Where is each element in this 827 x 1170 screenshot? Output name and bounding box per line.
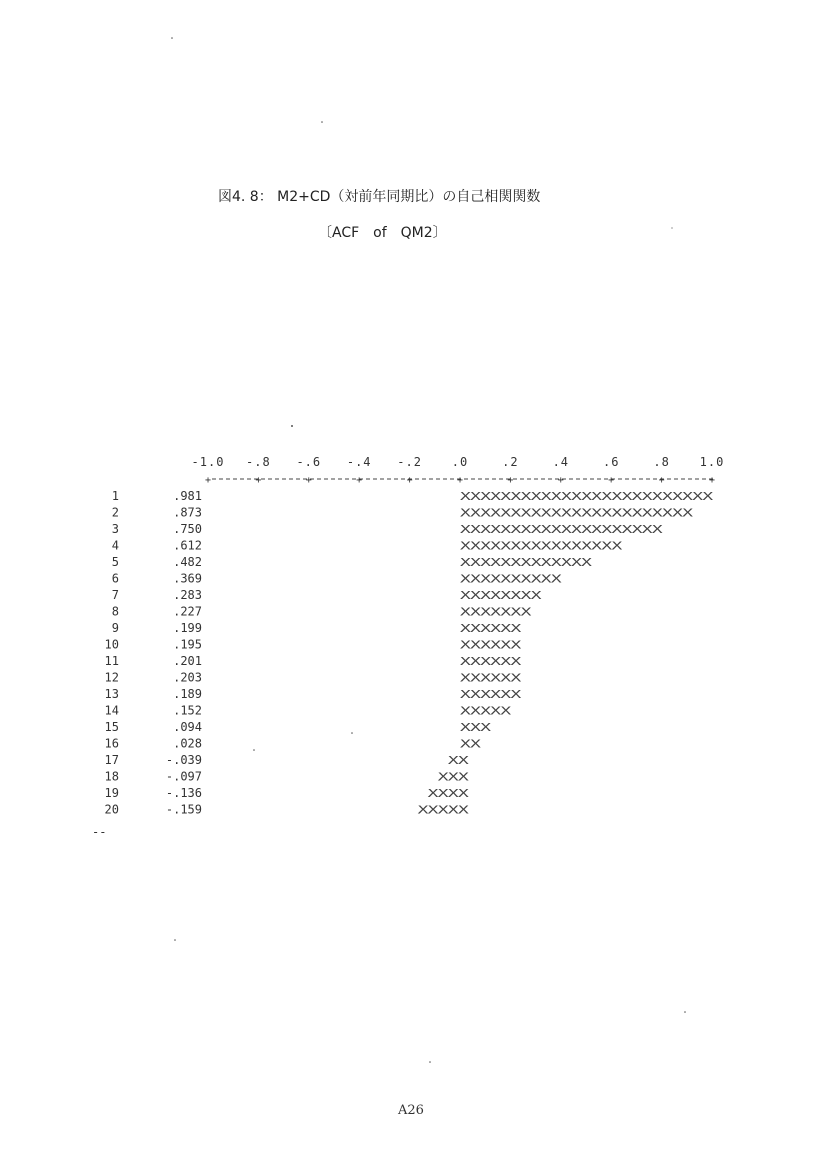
- axis-tick-label: -1.0: [191, 455, 225, 469]
- acf-bar: XXXXX: [417, 803, 470, 817]
- axis-tick-marks: [205, 475, 715, 486]
- acf-value-label: .152: [173, 703, 202, 718]
- axis-tick-label: -.2: [397, 455, 422, 469]
- lag-label: 7: [111, 588, 119, 602]
- acf-value-label: .199: [173, 621, 202, 635]
- acf-row: [112, 572, 562, 586]
- axis-tick-mark: +: [456, 475, 464, 486]
- acf-row: [112, 539, 623, 553]
- acf-value-label: .195: [173, 637, 202, 652]
- acf-bar: XXX: [460, 721, 492, 734]
- axis-tick-labels: [192, 455, 725, 469]
- acf-value-label: .482: [173, 555, 202, 569]
- axis-tick-label: .0: [451, 455, 469, 469]
- lag-label: 11: [104, 654, 119, 668]
- axis-tick-mark: +: [557, 475, 564, 486]
- acf-row: [112, 489, 714, 503]
- acf-value-label: .201: [173, 654, 202, 668]
- acf-bar: XXXXXX: [460, 622, 522, 635]
- acf-value-label: .873: [173, 505, 202, 520]
- acf-value-label: -.136: [165, 786, 202, 800]
- axis-tick-label: .8: [653, 455, 670, 469]
- axis-tick-mark: +: [305, 475, 312, 486]
- axis-tick-label: -.4: [346, 455, 372, 469]
- scan-speck: [429, 1061, 431, 1063]
- lag-label: 6: [111, 571, 119, 586]
- lag-label: 1: [111, 489, 119, 503]
- acf-row: [105, 770, 470, 784]
- lag-label: 9: [111, 621, 119, 635]
- axis-tick-mark: +: [658, 475, 665, 486]
- acf-bar: XXXXXX: [460, 655, 522, 668]
- lag-label: 17: [104, 753, 119, 767]
- acf-row: [105, 803, 470, 817]
- scan-speck: [321, 121, 323, 123]
- scan-speck: [171, 37, 173, 39]
- acf-bar: XXXXXX: [460, 671, 522, 685]
- acf-bar: XXXXXXXXXXXXX: [460, 556, 593, 569]
- lag-label: 15: [104, 720, 119, 734]
- acf-bar: XX: [460, 737, 482, 751]
- acf-bar: XXXXXXXXXXXXXXXXXXXXXXXXX: [460, 490, 714, 503]
- scan-speck: [253, 749, 255, 751]
- lag-label: 14: [104, 703, 119, 718]
- acf-bar: XXXX: [427, 787, 470, 800]
- axis-tick-mark: +: [406, 475, 413, 486]
- acf-bar: XXXXXXXXXXXXXXXXXXXX: [460, 523, 664, 536]
- acf-bar: XXXXXXXXXX: [460, 572, 563, 586]
- scan-speck: [351, 732, 353, 734]
- axis-tick-label: -.6: [296, 455, 322, 469]
- acf-row: [105, 704, 512, 718]
- axis-tick-mark: +: [255, 475, 262, 486]
- acf-value-label: .203: [173, 670, 202, 685]
- acf-bar: XXXXXX: [460, 688, 522, 701]
- scan-speck: [684, 1011, 686, 1013]
- acf-bar: XXXXXXXXXXXXXXXX: [460, 539, 623, 553]
- lag-label: 12: [104, 670, 119, 685]
- lag-label: 19: [104, 786, 119, 800]
- axis-tick-label: 1.0: [699, 455, 725, 469]
- axis-tick-label: -.8: [246, 455, 271, 469]
- chart-title: 図4. 8： M2+CD（対前年同期比）の自己相関関数: [218, 189, 541, 205]
- chart-subtitle: 〔ACF of QM2〕: [318, 225, 447, 241]
- acf-value-label: .612: [173, 538, 202, 553]
- acf-row: [112, 522, 663, 536]
- listing-terminator: --: [92, 825, 107, 839]
- page-number: A26: [398, 1103, 424, 1118]
- acf-value-label: .227: [173, 604, 202, 619]
- acf-bar: XXXXX: [460, 704, 512, 718]
- lag-label: 2: [111, 505, 119, 520]
- acf-row: [112, 555, 593, 569]
- scan-speck: [174, 939, 176, 941]
- acf-row: [105, 638, 522, 652]
- lag-label: 3: [111, 522, 119, 536]
- acf-bar: XXXXXX: [460, 638, 522, 652]
- acf-row: [105, 687, 522, 701]
- acf-row: [105, 737, 482, 751]
- acf-row: [112, 506, 694, 520]
- acf-bar: XXXXXXXX: [460, 589, 543, 602]
- lag-label: 10: [104, 637, 119, 652]
- acf-bar: XXX: [437, 770, 470, 784]
- acf-bar: XX: [447, 754, 470, 767]
- acf-value-label: .094: [173, 720, 202, 734]
- lag-label: 20: [104, 802, 119, 817]
- acf-value-label: -.039: [165, 753, 202, 767]
- acf-row: [112, 621, 522, 635]
- scan-speck: [671, 227, 672, 228]
- acf-value-label: .189: [173, 687, 202, 701]
- acf-row: [112, 588, 542, 602]
- scan-speck: [291, 425, 293, 427]
- lag-label: 8: [111, 604, 119, 619]
- acf-bar: XXXXXXXXXXXXXXXXXXXXXXX: [460, 506, 694, 520]
- axis-tick-mark: +: [507, 475, 514, 486]
- acf-value-label: .028: [173, 736, 202, 751]
- acf-bar: XXXXXXX: [460, 605, 532, 619]
- acf-value-label: .283: [173, 588, 202, 602]
- acf-rows: [105, 489, 714, 817]
- lag-label: 13: [104, 687, 119, 701]
- acf-value-label: .750: [173, 522, 202, 536]
- acf-row: [105, 671, 522, 685]
- axis-tick-mark: +: [204, 475, 212, 486]
- acf-value-label: .369: [173, 571, 202, 586]
- lag-label: 16: [104, 736, 119, 751]
- acf-value-label: -.159: [165, 802, 202, 817]
- lag-label: 5: [111, 555, 119, 569]
- axis-tick-mark: +: [356, 475, 363, 486]
- acf-value-label: .981: [173, 489, 202, 503]
- axis-tick-mark: +: [608, 475, 615, 486]
- axis-tick-label: .2: [502, 455, 519, 469]
- acf-row: [105, 720, 492, 734]
- acf-row: [112, 605, 532, 619]
- axis-tick-mark: +: [708, 475, 716, 486]
- lag-label: 18: [104, 769, 119, 784]
- acf-row: [105, 786, 470, 800]
- lag-label: 4: [111, 538, 119, 553]
- acf-row: [105, 654, 522, 668]
- acf-value-label: -.097: [165, 769, 202, 784]
- acf-row: [105, 753, 470, 767]
- axis-tick-label: .4: [552, 455, 570, 469]
- axis-tick-label: .6: [602, 455, 620, 469]
